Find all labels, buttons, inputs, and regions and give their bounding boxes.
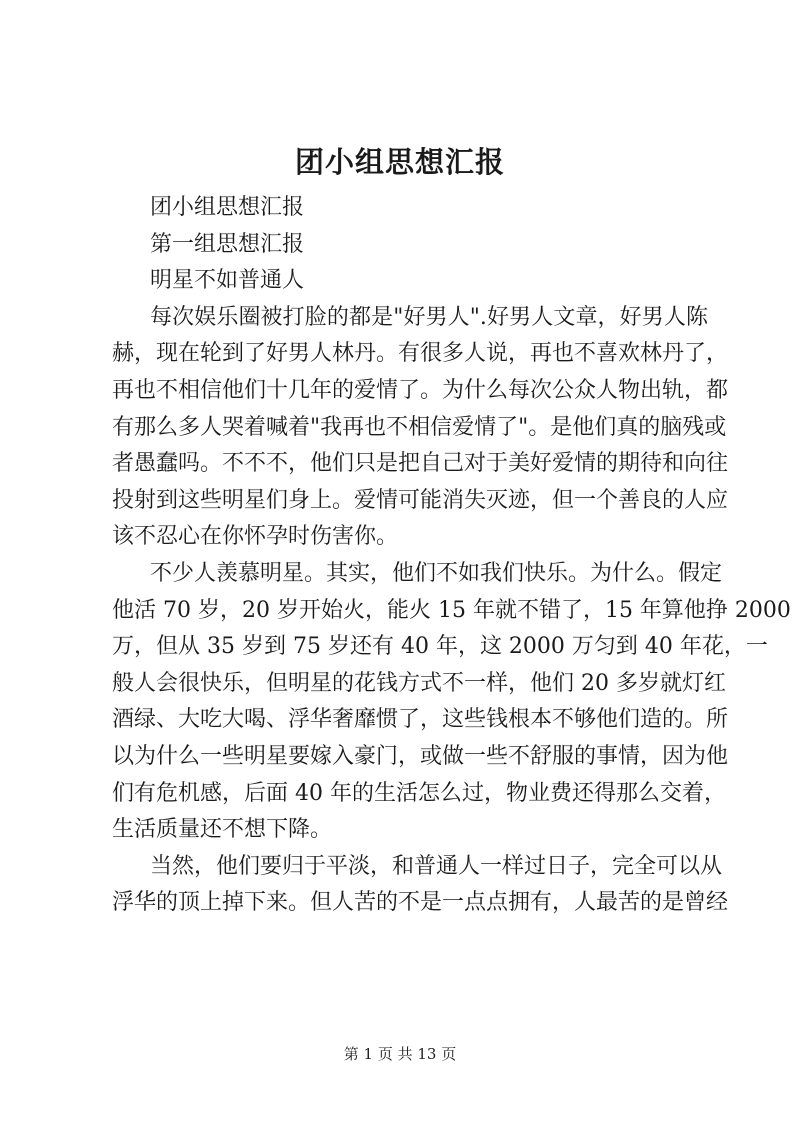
- body-line: 万，但从 35 岁到 75 岁还有 40 年，这 2000 万匀到 40 年花，一: [112, 634, 768, 660]
- body-line: 再也不相信他们十几年的爱情了。为什么每次公众人物出轨，都: [112, 377, 729, 403]
- page-footer: 第 1 页 共 13 页: [343, 1045, 457, 1063]
- body-line: 该不忍心在你怀孕时伤害你。: [112, 524, 399, 550]
- body-line: 者愚蠢吗。不不不，他们只是把自己对于美好爱情的期待和向往: [112, 451, 729, 477]
- body-line: 们有危机感，后面 40 年的生活怎么过，物业费还得那么交着，: [112, 780, 726, 806]
- body-line: 投射到这些明星们身上。爱情可能消失灭迹，但一个善良的人应: [112, 487, 729, 513]
- body-line: 赫，现在轮到了好男人林丹。有很多人说，再也不喜欢林丹了，: [112, 341, 729, 367]
- body-line: 以为什么一些明星要嫁入豪门，或做一些不舒服的事情，因为他: [112, 743, 729, 769]
- body-line: 不少人羡慕明星。其实，他们不如我们快乐。为什么。假定: [150, 560, 723, 586]
- body-line: 第一组思想汇报: [150, 231, 305, 257]
- body-line: 明星不如普通人: [150, 268, 305, 294]
- body-line: 有那么多人哭着喊着"我再也不相信爱情了"。是他们真的脑残或: [112, 414, 727, 440]
- document-title: 团小组思想汇报: [294, 145, 505, 179]
- body-line: 每次娱乐圈被打脸的都是"好男人".好男人文章，好男人陈: [150, 304, 708, 330]
- body-line: 团小组思想汇报: [150, 195, 305, 220]
- body-line: 般人会很快乐，但明星的花钱方式不一样，他们 20 多岁就灯红: [112, 670, 726, 696]
- body-line: 他活 70 岁，20 岁开始火，能火 15 年就不错了，15 年算他挣 2000: [112, 597, 791, 623]
- document-body: [112, 190, 791, 922]
- body-line: 生活质量还不想下降。: [112, 817, 333, 843]
- body-line: 酒绿、大吃大喝、浮华奢靡惯了，这些钱根本不够他们造的。所: [112, 707, 729, 733]
- body-line: 当然，他们要归于平淡，和普通人一样过日子，完全可以从: [150, 853, 723, 879]
- body-line: 浮华的顶上掉下来。但人苦的不是一点点拥有，人最苦的是曾经: [112, 890, 729, 916]
